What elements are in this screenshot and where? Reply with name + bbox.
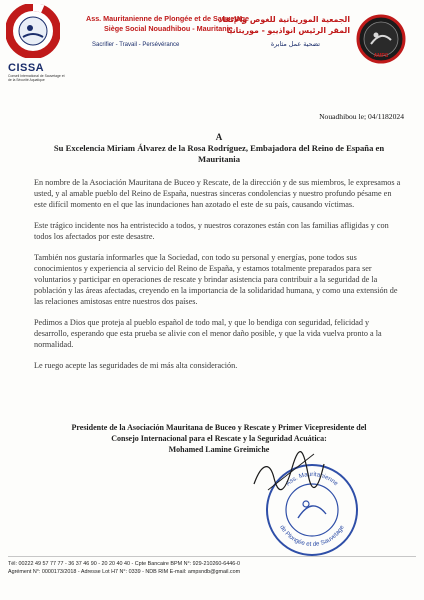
letter-body — [34, 132, 404, 381]
cissa-name: CISSA — [8, 62, 45, 74]
lifebuoy-logo-icon — [6, 4, 60, 58]
footer-divider — [8, 556, 416, 557]
letter-date: Nouadhibou le; 04/1182024 — [319, 112, 404, 121]
motto-french: Sacrifier - Travail - Persévérance — [92, 42, 180, 48]
seal-text-top: Ass. Mauritanienne — [284, 470, 340, 488]
motto-arabic: تضحية عمل مثابرة — [270, 40, 320, 48]
handwritten-signature-icon — [248, 444, 328, 504]
letterhead — [0, 0, 424, 100]
paragraph-3: También nos gustaría informarles que la Sociedad, con todo su personal y energías, pone todos sus conocimientos y experiencia al servicio del Reino de España, y estamos totalmente preparados para ser voluntarios y participar en operaciones de rescate y brindar asistencia para contribuir a la seguridad de la población y las áreas afectadas, creyendo en la importancia de la solidaridad humana, y como una extensión de las relaciones amistosas entre nuestros dos países. — [34, 253, 398, 306]
amps-logo-text: AMPS — [373, 53, 389, 59]
addressee-label: A — [215, 132, 223, 142]
org-name-arabic — [214, 14, 350, 48]
org-ar-line2: المقر الرئيس انواذيبو - موريتانيا — [226, 26, 350, 35]
recipient-heading: Su Excelencia Miriam Álvarez de la Rosa Rodríguez, Embajadora del Reino de España en Mauritania — [53, 143, 385, 164]
cissa-subtitle: Conseil International de Sauvetage et de la Sécurité Aquatique — [8, 74, 65, 82]
paragraph-1: En nombre de la Asociación Mauritana de Buceo y Rescate, de la dirección y de sus miembros, le expresamos a usted, y al amable pueblo del Reino de España, nuestras sinceras condolencias y nuestro profundo pésame en este difícil momento en el que las inundaciones han azotado el este de su país, causando víctimas. — [34, 178, 401, 209]
cissa-block — [8, 62, 68, 82]
org-fr-line2: Siège Social Nouadhibou - Mauritanie — [104, 24, 233, 33]
signature-block — [34, 422, 404, 455]
paragraph-4: Pedimos a Dios que proteja al pueblo español de todo mal, y que lo bendiga con seguridad, felicidad y desarrollo, esperando que esta prueba se alivie con el menor daño posible, y que la vida vuelva pronto a la normalidad. — [34, 318, 382, 349]
footer-contact — [8, 560, 416, 576]
footer-line-1: Tél: 00222 49 57 77 77 - 36 37 46 90 - 20 20 40 40 - Cpte Bancaire BPM N°: 929-210260-6446-0 — [8, 561, 241, 567]
signature-title-line2: Consejo Internacional para el Rescate y la Seguridad Acuática: — [111, 434, 327, 443]
seal-text-bottom: de Plongée et de Sauvetage — [278, 524, 346, 549]
amps-diver-logo-icon — [356, 14, 406, 64]
signatory-name: Mohamed Lamine Greimiche — [168, 445, 270, 454]
org-name-french — [86, 14, 249, 48]
paragraph-5: Le ruego acepte las seguridades de mi más alta consideración. — [34, 361, 238, 370]
paragraph-2: Este trágico incidente nos ha entristecido a todos, y nuestros corazones están con las familias afligidas y con todos los afectados por este desastre. — [34, 221, 389, 241]
footer-line-2: Agrément N°: 0000173/2018 - Adresse Lot H7 N°: 0339 - NDB RIM E-mail: ampsndb@gmail.com — [8, 569, 241, 575]
org-ar-line1: الجمعية الموريتانية للغوص والإنقاذ — [218, 15, 350, 24]
signature-title-line1: Presidente de la Asociación Mauritana de Buceo y Rescate y Primer Vicepresidente del — [71, 423, 367, 432]
org-fr-line1: Ass. Mauritanienne de Plongée et de Sauvetage — [86, 14, 249, 23]
